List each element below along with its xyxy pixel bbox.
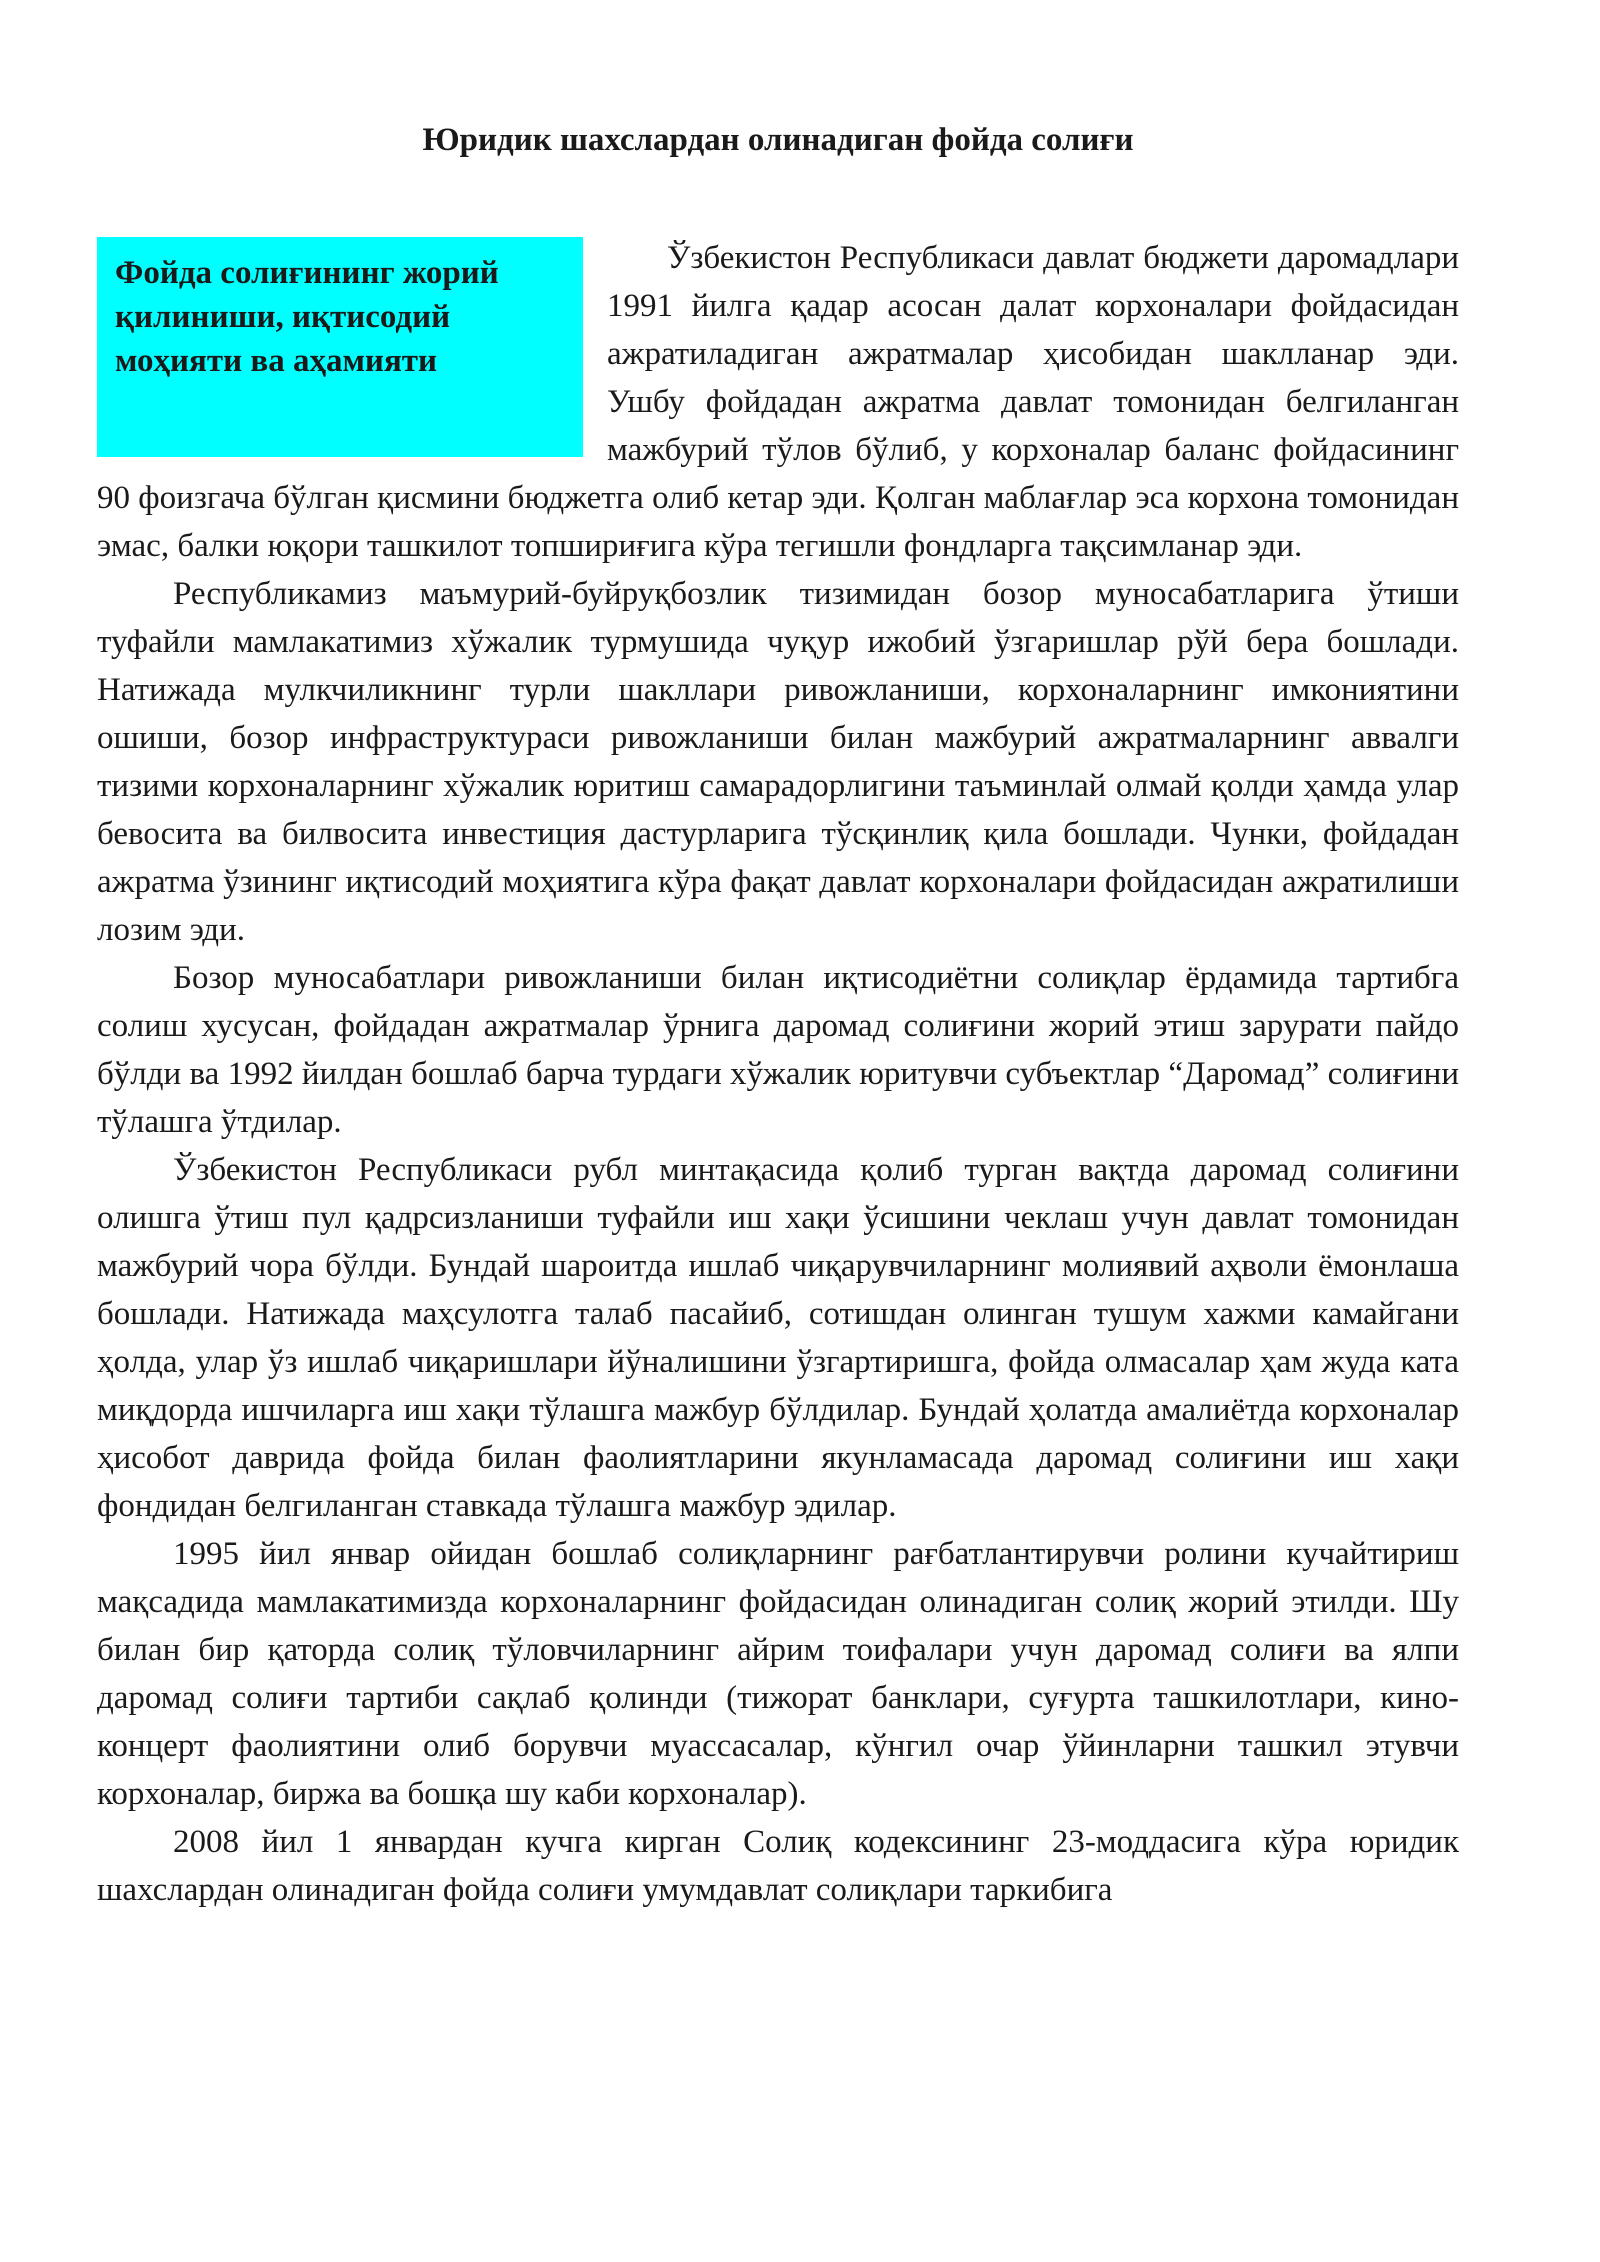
paragraph-1: Ўзбекистон Республикаси давлат бюджети даромадлари 1991 йилга қадар асосан далат корхоналари фойдасидан ажратиладиган ажратмалар ҳисобидан шаклланар эди. Ушбу фойдадан ажратма давлат томонидан белгиланган мажбурий тўлов бўлиб, у корхоналар баланс фойдасининг 90 фоизгача бўлган қисмини бюджетга олиб кетар эди. Қолган маблағлар эса корхона томонидан эмас, балки юқори ташкилот топшириғига кўра тегишли фондларга тақсимланар эди. <box>97 240 1459 564</box>
paragraph-4: Ўзбекистон Республикаси рубл минтақасида қолиб турган вақтда даромад солиғини олишга ўтиш пул қадрсизланиши туфайли иш хақи ўсишини чеклаш учун давлат томонидан мажбурий чора бўлди. Бундай шароитда ишлаб чиқарувчиларнинг молиявий аҳволи ёмонлаша бошлади. Натижада маҳсулотга талаб пасайиб, сотишдан олинган тушум хажми камайгани ҳолда, улар ўз ишлаб чиқаришлари йўналишини ўзгартиришга, фойда олмасалар ҳам жуда ката миқдорда ишчиларга иш хақи тўлашга мажбур бўлдилар. Бундай ҳолатда амалиётда корхоналар ҳисобот даврида фойда билан фаолиятларини якунламасада даромад солиғини иш хақи фондидан белгиланган ставкада тўлашга мажбур эдилар. <box>97 1152 1459 1524</box>
paragraph-6: 2008 йил 1 январдан кучга кирган Солиқ кодексининг 23-моддасига кўра юридик шахслардан олинадиган фойда солиғи умумдавлат солиқлари таркибига <box>97 1824 1459 1908</box>
sidebar-heading-box: Фойда солиғининг жорий қилиниши, иқтисодий моҳияти ва аҳамияти <box>97 237 583 457</box>
document-title: Юридик шахслардан олинадиган фойда солиғи <box>422 122 1134 158</box>
paragraph-2: Республикамиз маъмурий-буйруқбозлик тизимидан бозор муносабатларига ўтиши туфайли мамлакатимиз хўжалик турмушида чуқур ижобий ўзгаришлар рўй бера бошлади. Натижада мулкчиликнинг турли шакллари ривожланиши, корхоналарнинг имкониятини ошиши, бозор инфраструктураси ривожланиши билан мажбурий ажратмаларнинг аввалги тизими корхоналарнинг хўжалик юритиш самарадорлигини таъминлай олмай қолди ҳамда улар бевосита ва билвосита инвестиция дастурларига тўсқинлиқ қила бошлади. Чунки, фойдадан ажратма ўзининг иқтисодий моҳиятига кўра фақат давлат корхоналари фойдасидан ажратилиши лозим эди. <box>97 576 1459 948</box>
document-body <box>97 234 1459 1914</box>
paragraph-5: 1995 йил январ ойидан бошлаб солиқларнинг рағбатлантирувчи ролини кучайтириш мақсадида мамлакатимизда корхоналарнинг фойдасидан олинадиган солиқ жорий этилди. Шу билан бир қаторда солиқ тўловчиларнинг айрим тоифалари учун даромад солиғи ва ялпи даромад солиғи тартиби сақлаб қолинди (тижорат банклари, суғурта ташкилотлари, кино-концерт фаолиятини олиб борувчи муассасалар, кўнгил очар ўйинларни ташкил этувчи корхоналар, биржа ва бошқа шу каби корхоналар). <box>97 1536 1459 1812</box>
paragraph-3: Бозор муносабатлари ривожланиши билан иқтисодиётни солиқлар ёрдамида тартибга солиш хусусан, фойдадан ажратмалар ўрнига даромад солиғини жорий этиш зарурати пайдо бўлди ва 1992 йилдан бошлаб барча турдаги хўжалик юритувчи субъектлар “Даромад” солиғини тўлашга ўтдилар. <box>97 960 1459 1140</box>
